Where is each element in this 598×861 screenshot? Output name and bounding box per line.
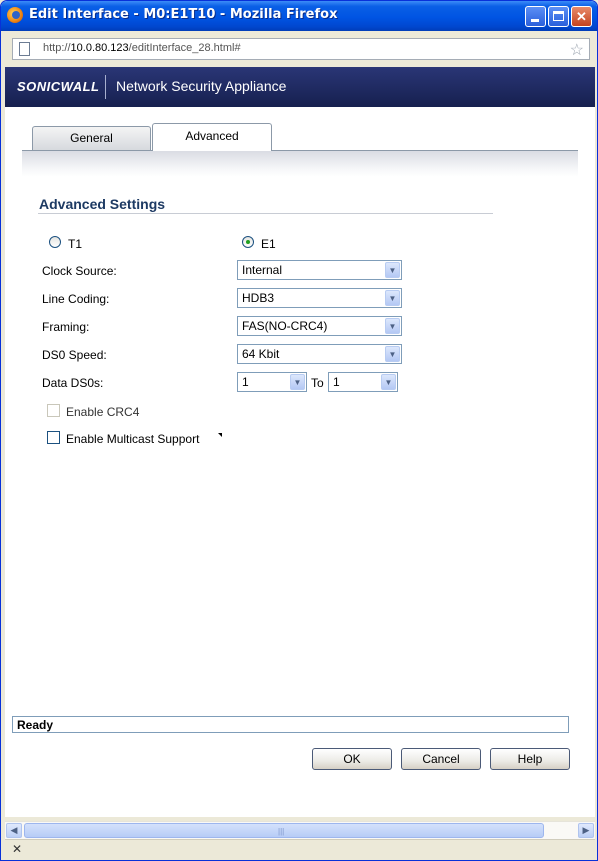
- section-title: Advanced Settings: [39, 196, 166, 212]
- clock-source-select[interactable]: [237, 260, 402, 280]
- chevron-down-icon: ▼: [385, 290, 400, 306]
- minimize-icon: [531, 19, 539, 22]
- grip-icon: |||: [278, 827, 285, 836]
- chevron-down-icon: ▼: [290, 374, 305, 390]
- chevron-down-icon: ▼: [385, 318, 400, 334]
- close-icon: ✕: [576, 9, 587, 24]
- scroll-left-arrow-icon[interactable]: ◀: [6, 823, 22, 838]
- enable-crc4-checkbox[interactable]: [47, 404, 60, 417]
- ds0-speed-label: DS0 Speed:: [42, 348, 107, 362]
- data-ds0s-label: Data DS0s:: [42, 376, 104, 390]
- line-coding-value: HDB3: [242, 291, 275, 305]
- bookmark-star-icon[interactable]: ☆: [569, 42, 584, 59]
- framing-select[interactable]: [237, 316, 402, 336]
- tab-advanced[interactable]: Advanced: [152, 123, 272, 151]
- framing-label: Framing:: [42, 320, 90, 334]
- maximize-icon: [553, 11, 564, 21]
- line-coding-select[interactable]: [237, 288, 402, 308]
- ds0-speed-select[interactable]: [237, 344, 402, 364]
- clock-source-label: Clock Source:: [42, 264, 117, 278]
- page-icon: [19, 42, 30, 56]
- scrollbar-thumb[interactable]: [24, 823, 544, 838]
- framing-value: FAS(NO-CRC4): [242, 319, 328, 333]
- brand-header: [5, 67, 595, 107]
- url-text[interactable]: [43, 42, 241, 54]
- find-bar: [5, 839, 595, 860]
- url-host: 10.0.80.123: [70, 42, 129, 54]
- data-ds0s-from-select[interactable]: [237, 372, 307, 392]
- url-path: /editInterface_28.html#: [128, 42, 241, 54]
- sonicwall-logo: SONICWALL: [17, 79, 100, 94]
- chevron-down-icon: ▼: [385, 346, 400, 362]
- data-ds0s-to-label: To: [311, 376, 324, 390]
- tab-general[interactable]: General: [32, 126, 151, 151]
- brand-divider: [105, 75, 106, 99]
- window-title: Edit Interface - M0:E1T10 - Mozilla Firefox: [29, 7, 338, 22]
- navigation-toolbar: [5, 32, 595, 66]
- status-text: Ready: [17, 718, 54, 732]
- close-button[interactable]: [571, 6, 592, 27]
- ok-button[interactable]: OK: [312, 748, 392, 770]
- line-coding-label: Line Coding:: [42, 292, 110, 306]
- title-bar[interactable]: [1, 1, 597, 31]
- enable-multicast-checkbox[interactable]: [47, 431, 60, 444]
- cancel-button[interactable]: Cancel: [401, 748, 481, 770]
- chevron-down-icon: ▼: [381, 374, 396, 390]
- e1-label: E1: [261, 237, 276, 251]
- url-field[interactable]: [12, 38, 590, 60]
- section-divider: [38, 213, 493, 214]
- url-prefix: http://: [43, 42, 71, 54]
- enable-multicast-label: Enable Multicast Support: [66, 432, 200, 446]
- chevron-down-icon: ▼: [385, 262, 400, 278]
- firefox-icon: [7, 7, 23, 23]
- close-findbar-icon[interactable]: ✕: [12, 842, 23, 856]
- scroll-right-arrow-icon[interactable]: ▶: [578, 823, 594, 838]
- maximize-button[interactable]: [548, 6, 569, 27]
- data-ds0s-to-select[interactable]: [328, 372, 398, 392]
- ds0-speed-value: 64 Kbit: [242, 347, 280, 361]
- horizontal-scrollbar[interactable]: [5, 821, 595, 839]
- minimize-button[interactable]: [525, 6, 546, 27]
- tab-strip: [22, 150, 578, 177]
- data-ds0s-from-value: 1: [242, 375, 249, 389]
- help-button[interactable]: Help: [490, 748, 570, 770]
- product-name: Network Security Appliance: [116, 78, 287, 94]
- t1-label: T1: [68, 237, 83, 251]
- dialog-content: [5, 107, 595, 817]
- help-marker-icon: [218, 433, 222, 437]
- e1-radio[interactable]: [242, 236, 254, 248]
- enable-crc4-label: Enable CRC4: [66, 405, 140, 419]
- status-field: [12, 716, 569, 733]
- clock-source-value: Internal: [242, 263, 283, 277]
- t1-radio[interactable]: [49, 236, 61, 248]
- data-ds0s-to-value: 1: [333, 375, 340, 389]
